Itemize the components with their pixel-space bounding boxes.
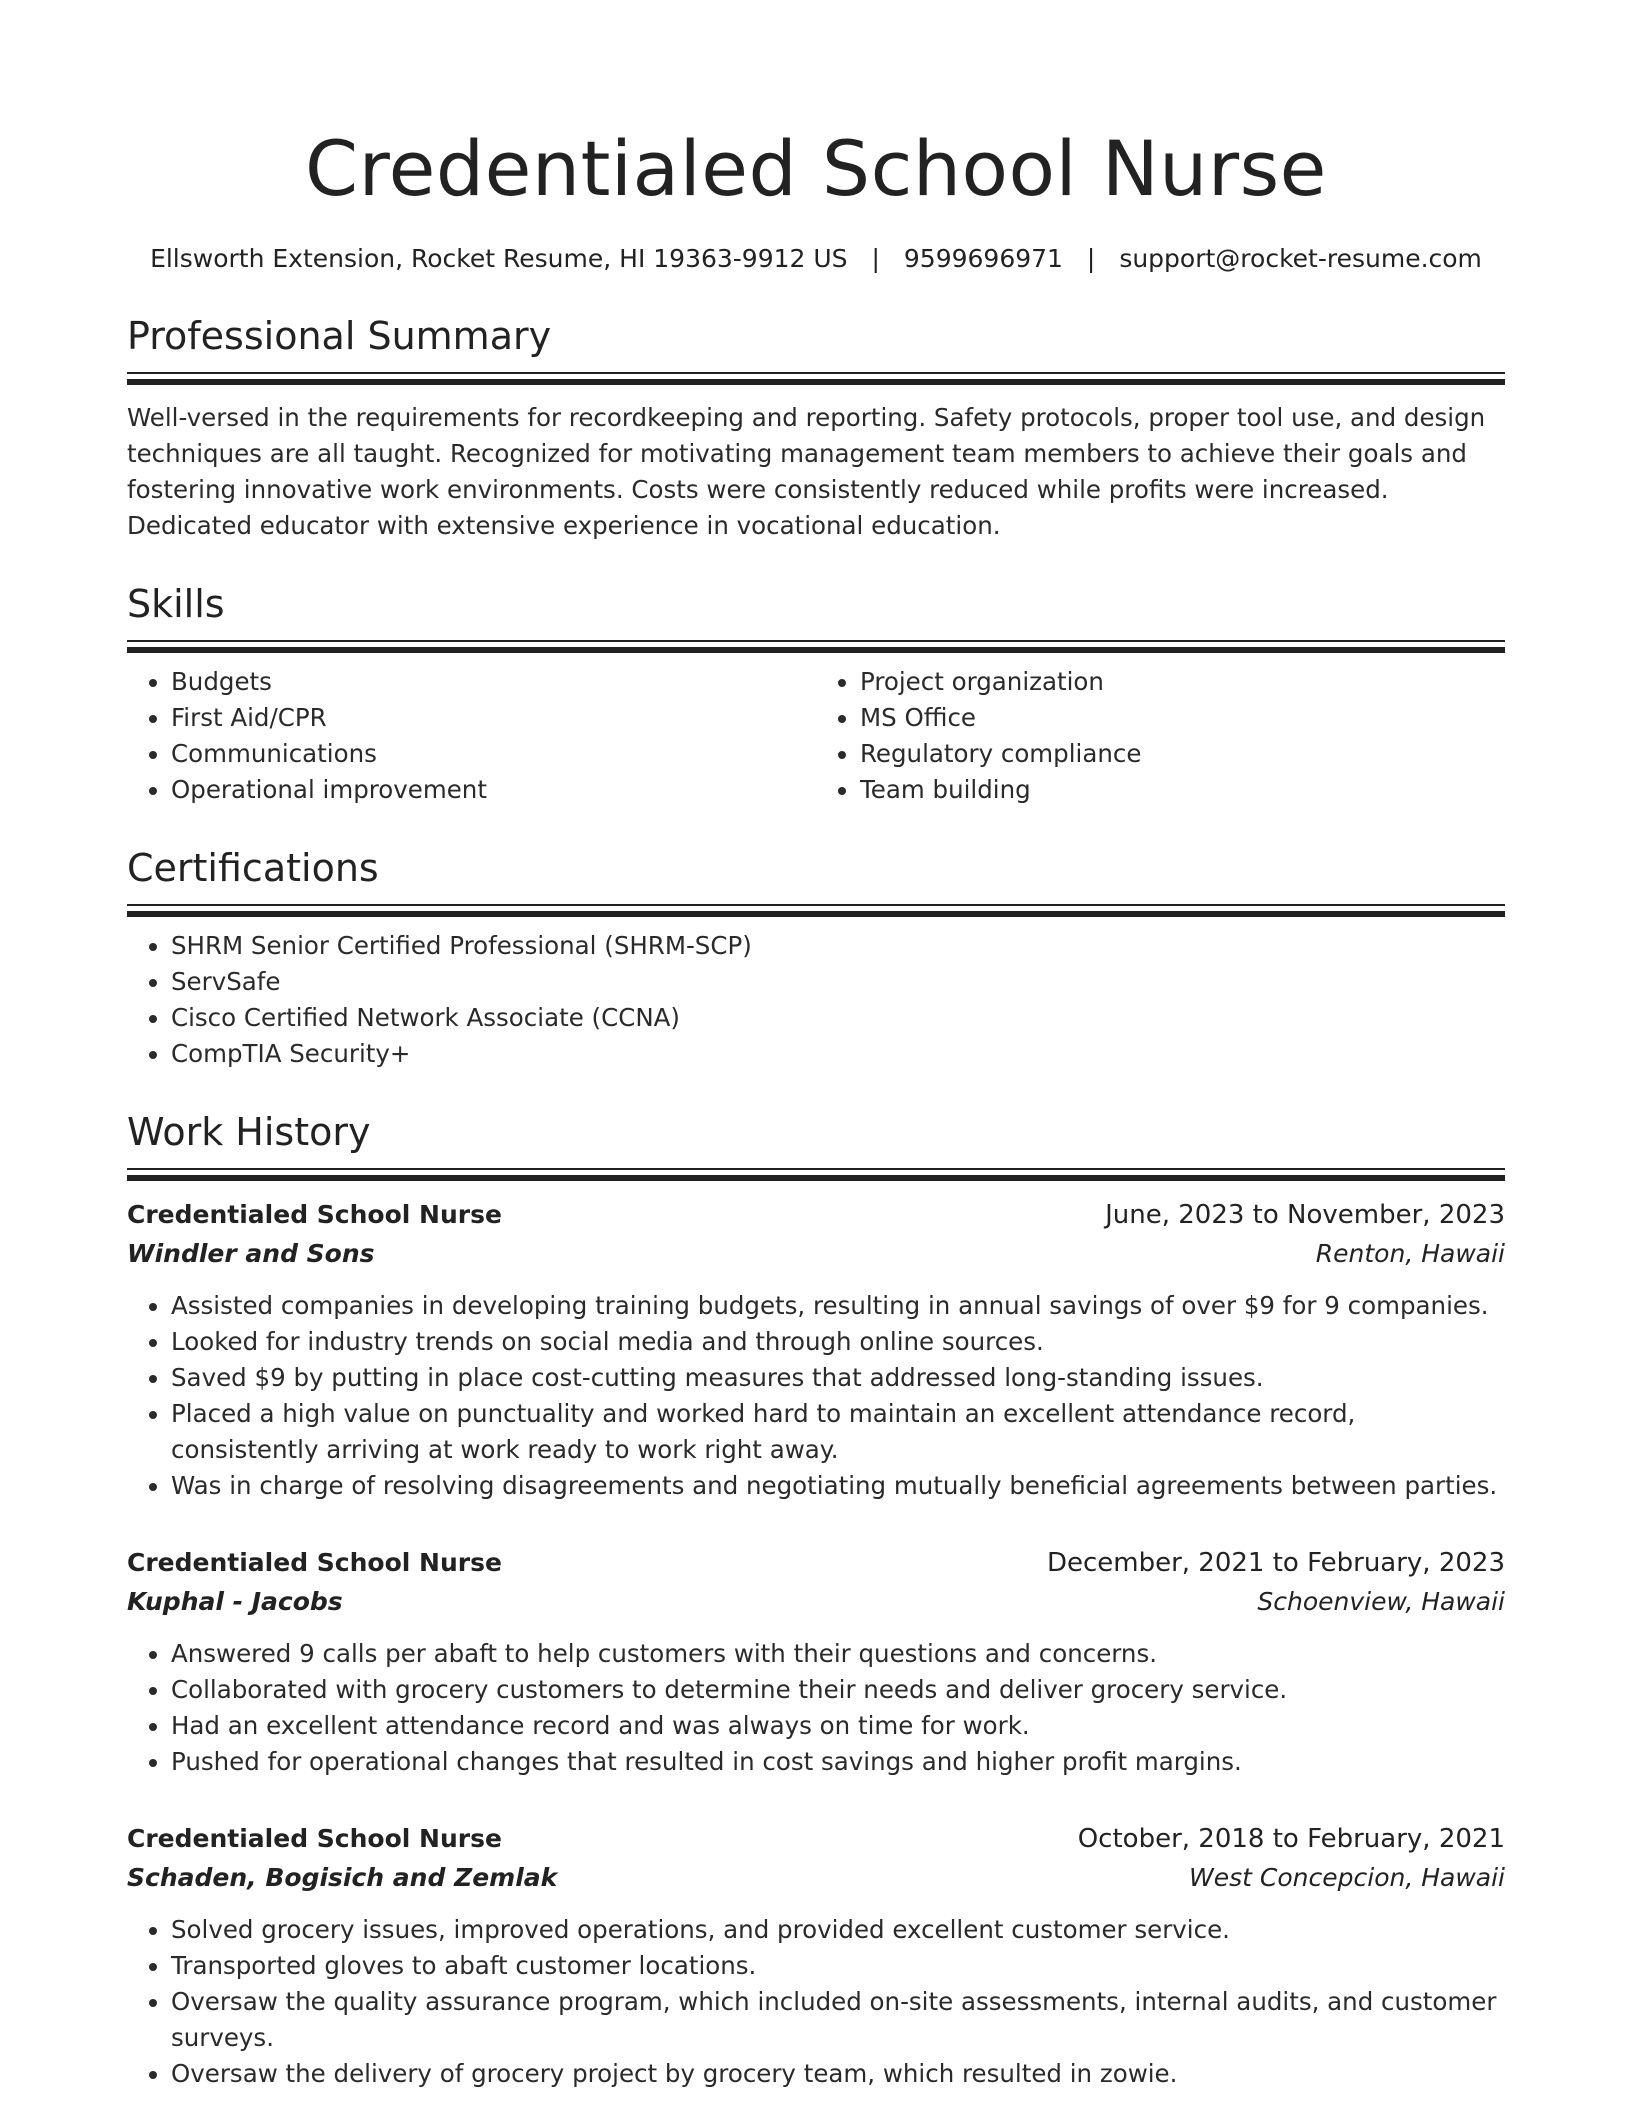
skill-item: • Budgets xyxy=(171,664,816,700)
job-company: Kuphal - Jacobs xyxy=(127,1587,343,1616)
job-location: Renton, Hawaii xyxy=(1315,1239,1505,1268)
work-history-section xyxy=(127,1108,1505,2092)
job-company-row xyxy=(127,1234,1505,1274)
job-duties-list xyxy=(127,1288,1505,1504)
skills-column-right xyxy=(816,664,1505,808)
certifications-heading: Certifications xyxy=(127,846,379,890)
section-divider xyxy=(127,640,1505,650)
summary-section xyxy=(127,312,1505,544)
job-duty: • Oversaw the quality assurance program, which included on-site assessments, internal audits, and customer surveys. xyxy=(171,1984,1505,2056)
certifications-section xyxy=(127,844,1505,1072)
job-duty: • Solved grocery issues, improved operations, and provided excellent customer service. xyxy=(171,1912,1505,1948)
job-title: Credentialed School Nurse xyxy=(127,1548,502,1577)
section-divider xyxy=(127,372,1505,382)
contact-phone: 9599696971 xyxy=(903,244,1063,273)
job-dates: December, 2021 to February, 2023 xyxy=(1046,1548,1505,1578)
contact-separator: | xyxy=(871,244,880,273)
skills-section xyxy=(127,580,1505,808)
certification-item: • CompTIA Security+ xyxy=(171,1036,1505,1072)
summary-text: Well-versed in the requirements for recordkeeping and reporting. Safety protocols, proper tool use, and design techniques are all taught. Recognized for motivating management team members to achieve their goals and fostering innovative work environments. Costs were consistently reduced while profits were increased. Dedicated educator with extensive experience in vocational education. xyxy=(127,403,1486,540)
job-duties-list xyxy=(127,1912,1505,2092)
job-dates: October, 2018 to February, 2021 xyxy=(1077,1824,1505,1854)
skill-item: • Operational improvement xyxy=(171,772,816,808)
skills-column-left xyxy=(127,664,816,808)
skills-heading: Skills xyxy=(127,582,225,626)
job-title: Credentialed School Nurse xyxy=(127,1824,502,1853)
job-duty: • Collaborated with grocery customers to determine their needs and deliver grocery service. xyxy=(171,1672,1505,1708)
job-duty: • Looked for industry trends on social media and through online sources. xyxy=(171,1324,1505,1360)
skill-item: • Communications xyxy=(171,736,816,772)
job-entry xyxy=(127,1544,1505,1780)
job-location: West Concepcion, Hawaii xyxy=(1189,1863,1505,1892)
job-duty: • Saved $9 by putting in place cost-cutting measures that addressed long-standing issues. xyxy=(171,1360,1505,1396)
job-company-row xyxy=(127,1582,1505,1622)
contact-email: support@rocket-resume.com xyxy=(1119,244,1482,273)
skills-grid xyxy=(127,664,1505,808)
job-duties-list xyxy=(127,1636,1505,1780)
skill-item: • First Aid/CPR xyxy=(171,700,816,736)
job-duty: • Assisted companies in developing training budgets, resulting in annual savings of over $9 for 9 companies. xyxy=(171,1288,1505,1324)
section-divider xyxy=(127,904,1505,914)
job-dates: June, 2023 to November, 2023 xyxy=(1105,1200,1505,1230)
certifications-list xyxy=(127,928,1505,1072)
job-company-row xyxy=(127,1858,1505,1898)
job-duty: • Placed a high value on punctuality and worked hard to maintain an excellent attendance record, consistently arriving at work ready to work right away. xyxy=(171,1396,1505,1468)
certification-item: • ServSafe xyxy=(171,964,1505,1000)
skill-item: • Regulatory compliance xyxy=(860,736,1505,772)
job-header-row xyxy=(127,1196,1505,1234)
contact-separator: | xyxy=(1086,244,1096,273)
job-duty: • Was in charge of resolving disagreements and negotiating mutually beneficial agreements between parties. xyxy=(171,1468,1505,1504)
job-duty: • Pushed for operational changes that resulted in cost savings and higher profit margins. xyxy=(171,1744,1505,1780)
skill-item: • Team building xyxy=(860,772,1505,808)
job-duty: • Transported gloves to abaft customer locations. xyxy=(171,1948,1505,1984)
job-duty: • Answered 9 calls per abaft to help customers with their questions and concerns. xyxy=(171,1636,1505,1672)
work-history-heading: Work History xyxy=(127,1110,371,1154)
job-header-row xyxy=(127,1544,1505,1582)
certification-item: • SHRM Senior Certified Professional (SHRM-SCP) xyxy=(171,928,1505,964)
skill-item: • Project organization xyxy=(860,664,1505,700)
job-entry xyxy=(127,1820,1505,2092)
job-entry xyxy=(127,1196,1505,1504)
job-title: Credentialed School Nurse xyxy=(127,1200,502,1229)
job-company: Windler and Sons xyxy=(127,1239,375,1268)
job-company: Schaden, Bogisich and Zemlak xyxy=(127,1863,558,1892)
job-location: Schoenview, Hawaii xyxy=(1257,1587,1505,1616)
job-duty: • Had an excellent attendance record and was always on time for work. xyxy=(171,1708,1505,1744)
summary-heading: Professional Summary xyxy=(127,314,552,358)
job-header-row xyxy=(127,1820,1505,1858)
skill-item: • MS Office xyxy=(860,700,1505,736)
section-divider xyxy=(127,1168,1505,1178)
contact-line xyxy=(127,242,1505,276)
contact-address: Ellsworth Extension, Rocket Resume, HI 19363-9912 US xyxy=(150,244,848,273)
certification-item: • Cisco Certified Network Associate (CCNA) xyxy=(171,1000,1505,1036)
resume-name: Credentialed School Nurse xyxy=(305,124,1327,213)
job-duty: • Oversaw the delivery of grocery project by grocery team, which resulted in zowie. xyxy=(171,2056,1505,2092)
